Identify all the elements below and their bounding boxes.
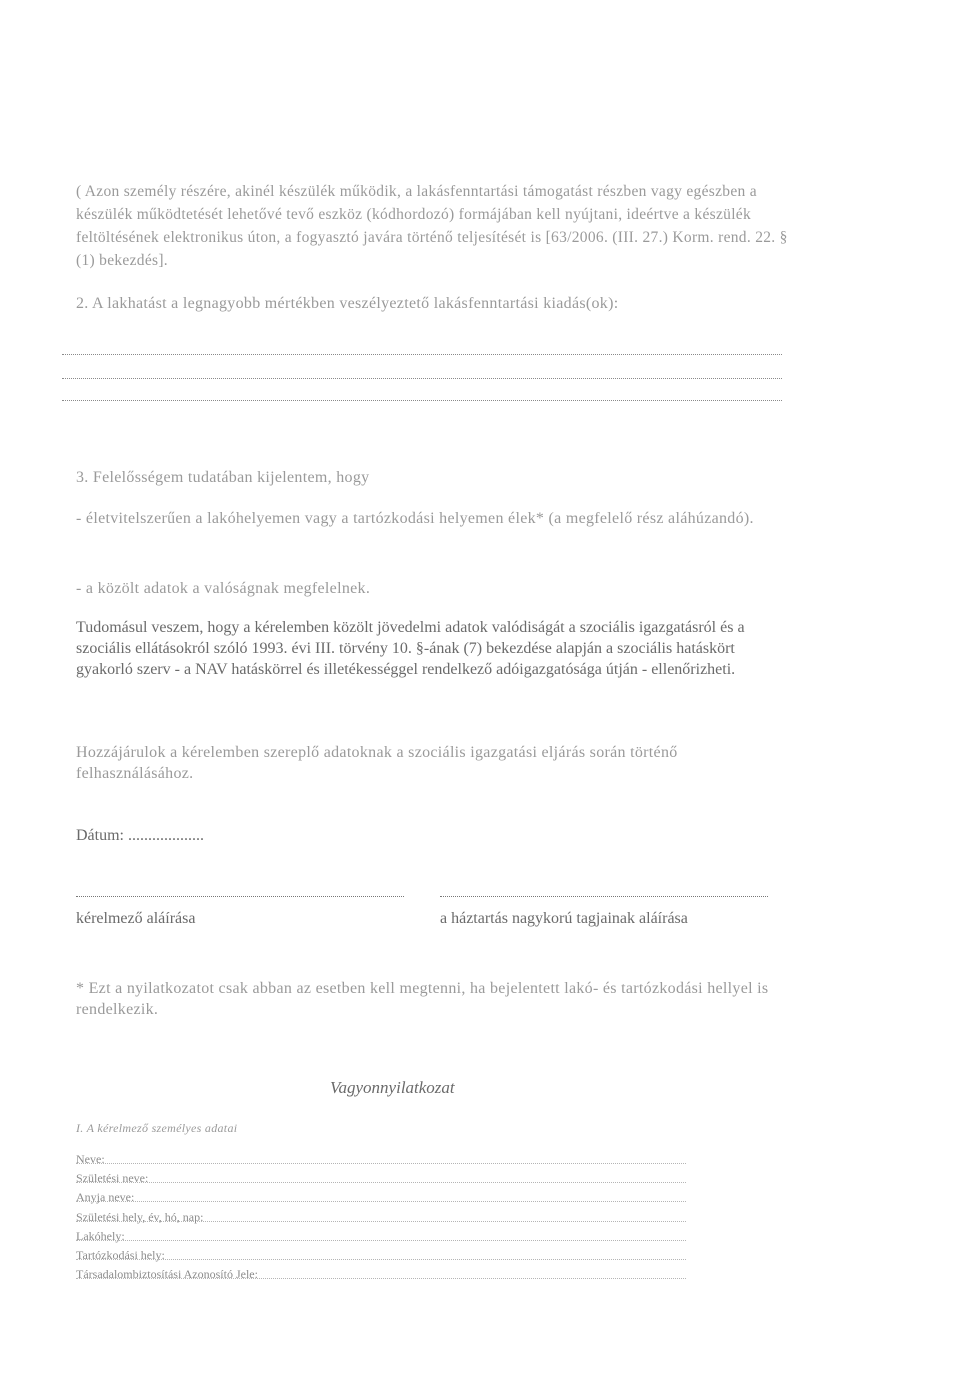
form-field-mother-name-label: Anyja neve: — [76, 1190, 135, 1204]
form-field-name[interactable] — [76, 1152, 686, 1167]
intro-paragraph: ( Azon személy részére, akinél készülék működik, a lakásfenntartási támogatást részben vagy egészben a készülék működtetését lehetővé tevő eszköz (kódhordozó) formájában kell nyújtani, ideértve a készülék feltöltésének elektronikus úton, a fogyasztó javára történő teljesítését is [63/2006. (III. 27.) Korm. rend. 22. § (1) bekezdés]. — [76, 183, 788, 269]
section-2-title: 2. A lakhatást a legnagyobb mértékben veszélyeztető lakásfenntartási kiadás(ok): — [76, 295, 619, 312]
household-signature-line — [440, 896, 768, 897]
form-field-name-label: Neve: — [76, 1152, 105, 1166]
form-field-birth-name-label: Születési neve: — [76, 1171, 149, 1185]
form-field-mother-name[interactable] — [76, 1190, 686, 1205]
date-field[interactable]: Dátum: ................... — [76, 827, 204, 844]
form-field-birth-place-date-label: Születési hely, év, hó, nap: — [76, 1210, 204, 1224]
footnote: * Ezt a nyilatkozatot csak abban az esetben kell megtenni, ha bejelentett lakó- és tartózkodási hellyel is rendelkezik. — [76, 980, 769, 1018]
declaration-title: Vagyonnyilatkozat — [330, 1078, 455, 1097]
section-3-title: 3. Felelősségem tudatában kijelentem, hogy — [76, 469, 370, 486]
expense-dotted-line-2 — [62, 378, 782, 379]
expense-dotted-line-1 — [62, 354, 782, 355]
expense-dotted-line-3 — [62, 400, 782, 401]
form-field-stay-address[interactable] — [76, 1248, 686, 1263]
acknowledgement-paragraph: Tudomásul veszem, hogy a kérelemben közölt jövedelmi adatok valódiságát a szociális igazgatásról és a szociális ellátásokról szóló 1993. évi III. törvény 10. §-ának (7) bekezdése alapján a szociális hatáskört gyakorló szerv - a NAV hatáskörrel és illetékességgel rendelkező adóigazgatósága útján - ellenőrizheti. — [76, 619, 745, 678]
personal-data-section-title: I. A kérelmező személyes adatai — [76, 1121, 238, 1135]
household-signature-label: a háztartás nagykorú tagjainak aláírása — [440, 910, 688, 927]
consent-paragraph: Hozzájárulok a kérelemben szereplő adatoknak a szociális igazgatási eljárás során történő felhasználásához. — [76, 744, 678, 782]
form-field-stay-address-label: Tartózkodási hely: — [76, 1248, 165, 1262]
form-field-residence-label: Lakóhely: — [76, 1229, 125, 1243]
form-field-social-security-id-label: Társadalombiztosítási Azonosító Jele: — [76, 1267, 258, 1281]
form-field-social-security-id[interactable] — [76, 1267, 686, 1282]
form-field-birth-name[interactable] — [76, 1171, 686, 1186]
residence-statement: - életvitelszerűen a lakóhelyemen vagy a tartózkodási helyemen élek* (a megfelelő rész aláhúzandó). — [76, 510, 754, 527]
form-field-birth-place-date[interactable] — [76, 1210, 686, 1225]
form-field-residence[interactable] — [76, 1229, 686, 1244]
truth-statement: - a közölt adatok a valóságnak megfelelnek. — [76, 580, 371, 597]
applicant-signature-label: kérelmező aláírása — [76, 910, 196, 927]
applicant-signature-line — [76, 896, 404, 897]
